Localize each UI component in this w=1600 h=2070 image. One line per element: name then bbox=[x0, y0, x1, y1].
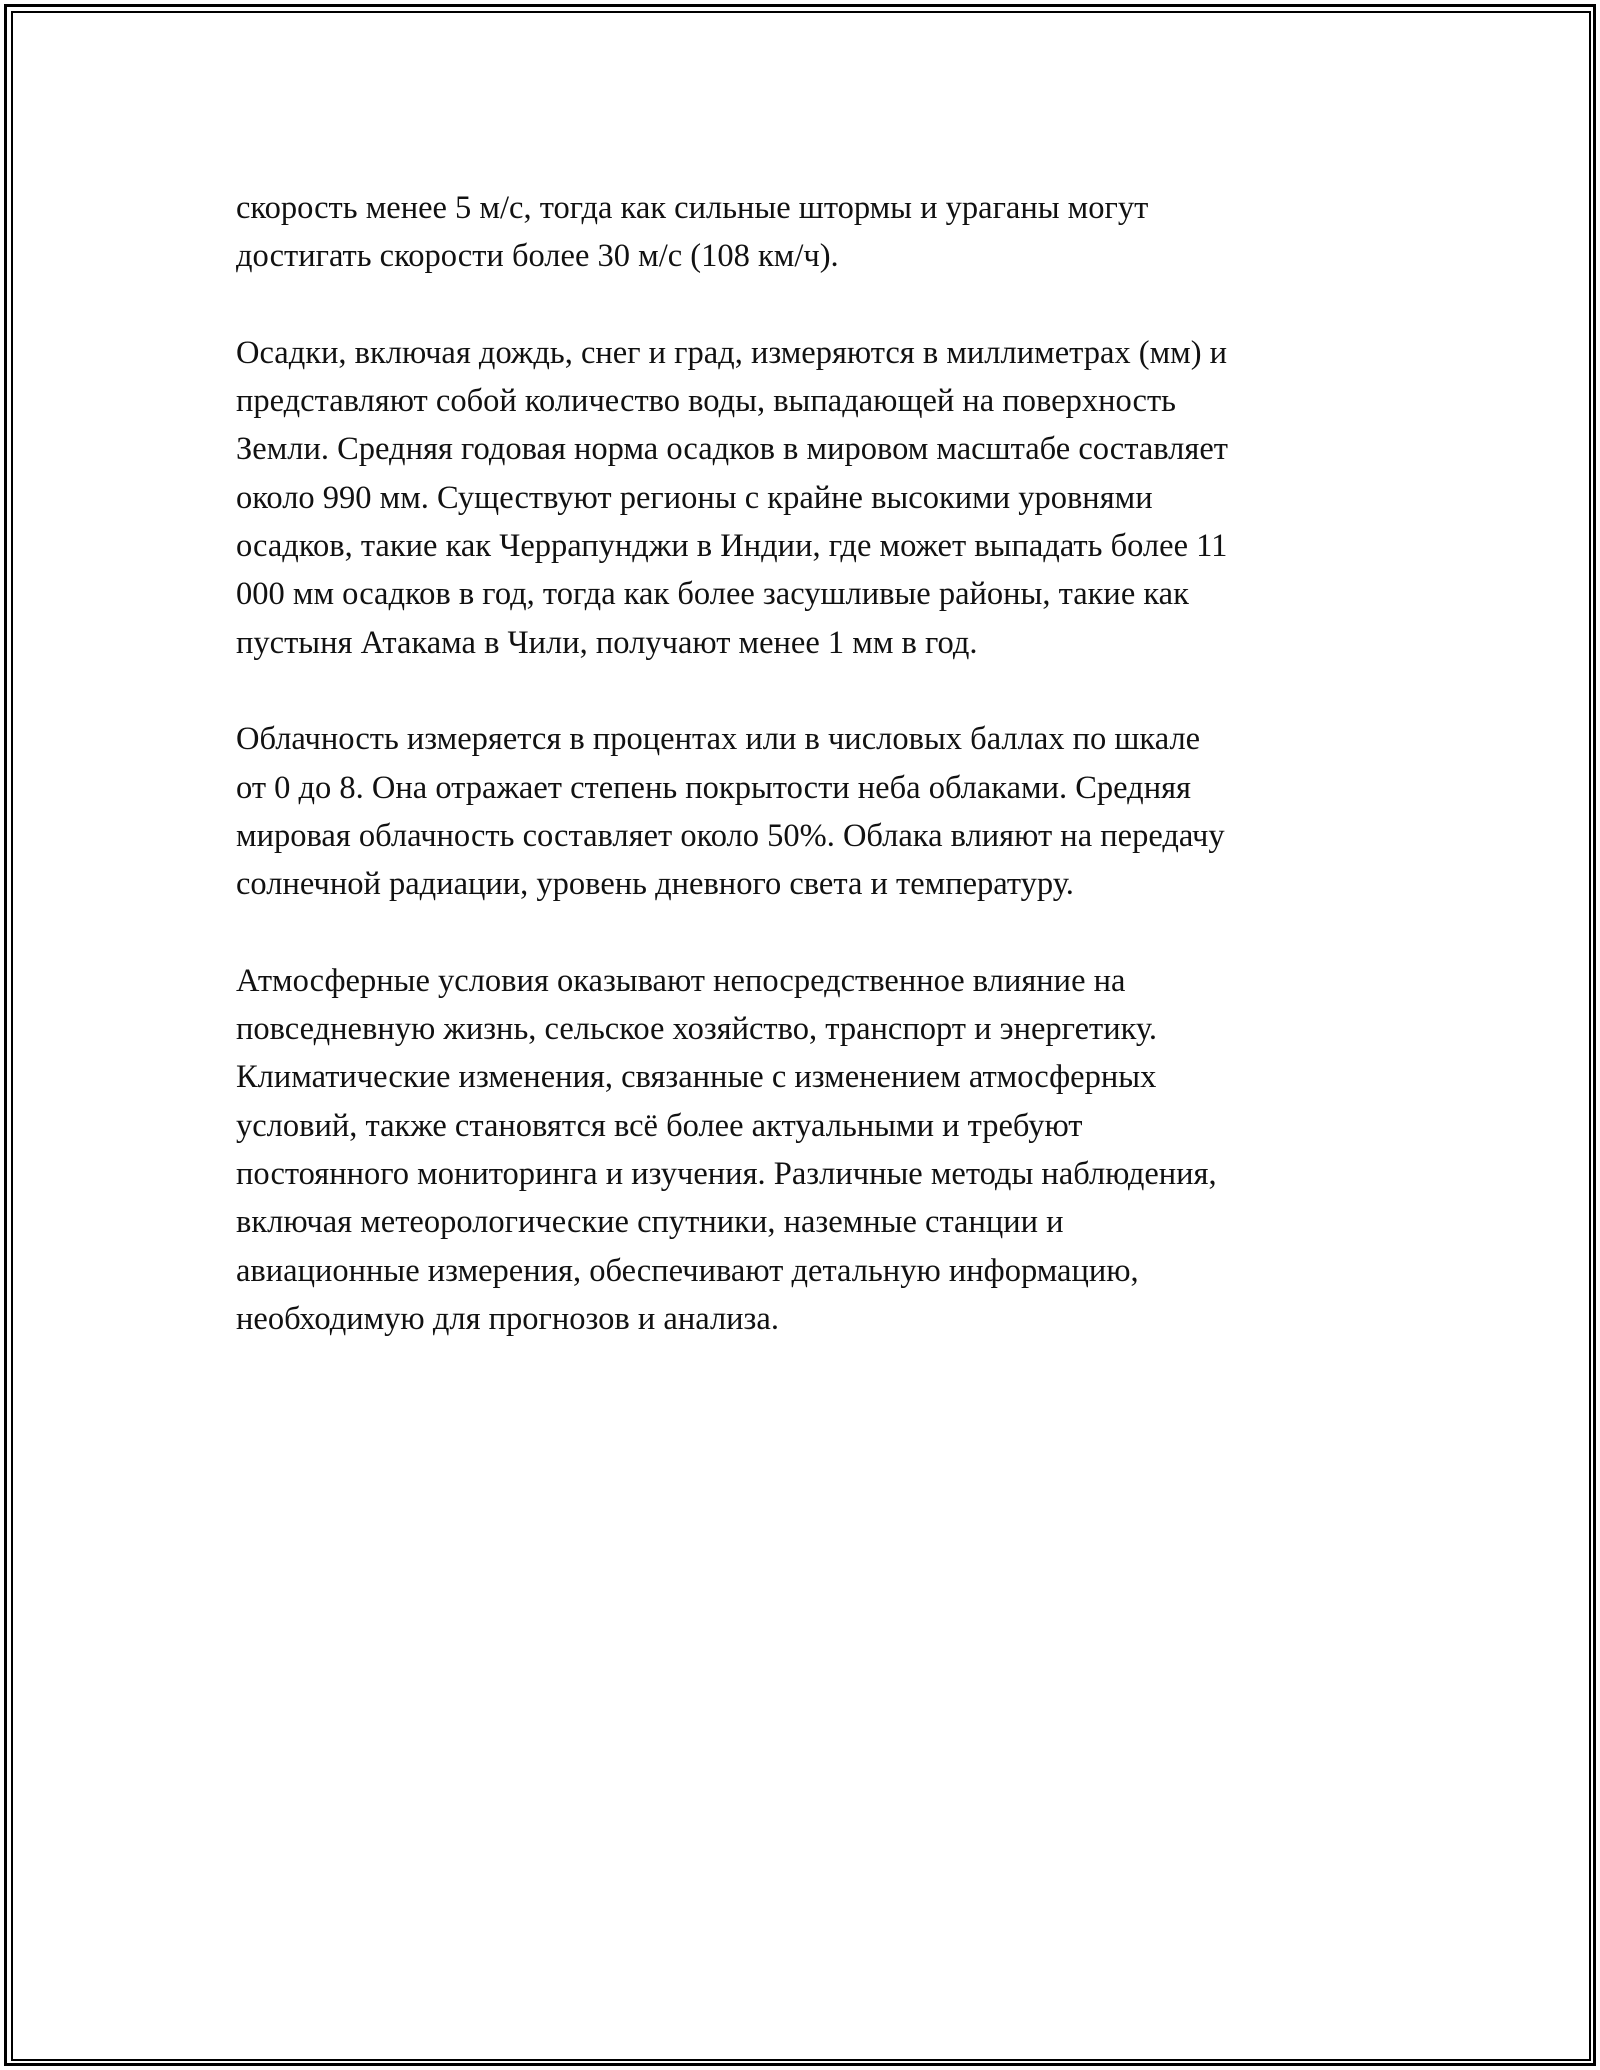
paragraph-atmospheric-impact: Атмосферные условия оказывают непосредственное влияние на повседневную жизнь, сельское хозяйство, транспорт и энергетику. Климатические изменения, связанные с изменением атмосферных условий, также становятся всё более актуальными и требуют постоянного мониторинга и изучения. Различные методы наблюдения, включая метеорологические спутники, наземные станции и авиационные измерения, обеспечивают детальную информацию, необходимую для прогнозов и анализа. bbox=[236, 962, 1217, 1337]
paragraph-wind-speed: скорость менее 5 м/с, тогда как сильные штормы и ураганы могут достигать скорости более 30 м/с (108 км/ч). bbox=[236, 190, 1149, 275]
paragraph-cloudiness: Облачность измеряется в процентах или в числовых баллах по шкале от 0 до 8. Она отражает степень покрытости неба облаками. Средняя мировая облачность составляет около 50%. Облака влияют на передачу солнечной радиации, уровень дневного света и температуру. bbox=[236, 721, 1225, 903]
paragraph-precipitation: Осадки, включая дождь, снег и град, измеряются в миллиметрах (мм) и представляют собой количество воды, выпадающей на поверхность Земли. Средняя годовая норма осадков в мировом масштабе составляет около 990 мм. Существуют регионы с крайне высокими уровнями осадков, такие как Черрапунджи в Индии, где может выпадать более 11 000 мм осадков в год, тогда как более засушливые районы, такие как пустыня Атакама в Чили, получают менее 1 мм в год. bbox=[236, 334, 1228, 661]
document-body bbox=[236, 184, 1366, 1391]
